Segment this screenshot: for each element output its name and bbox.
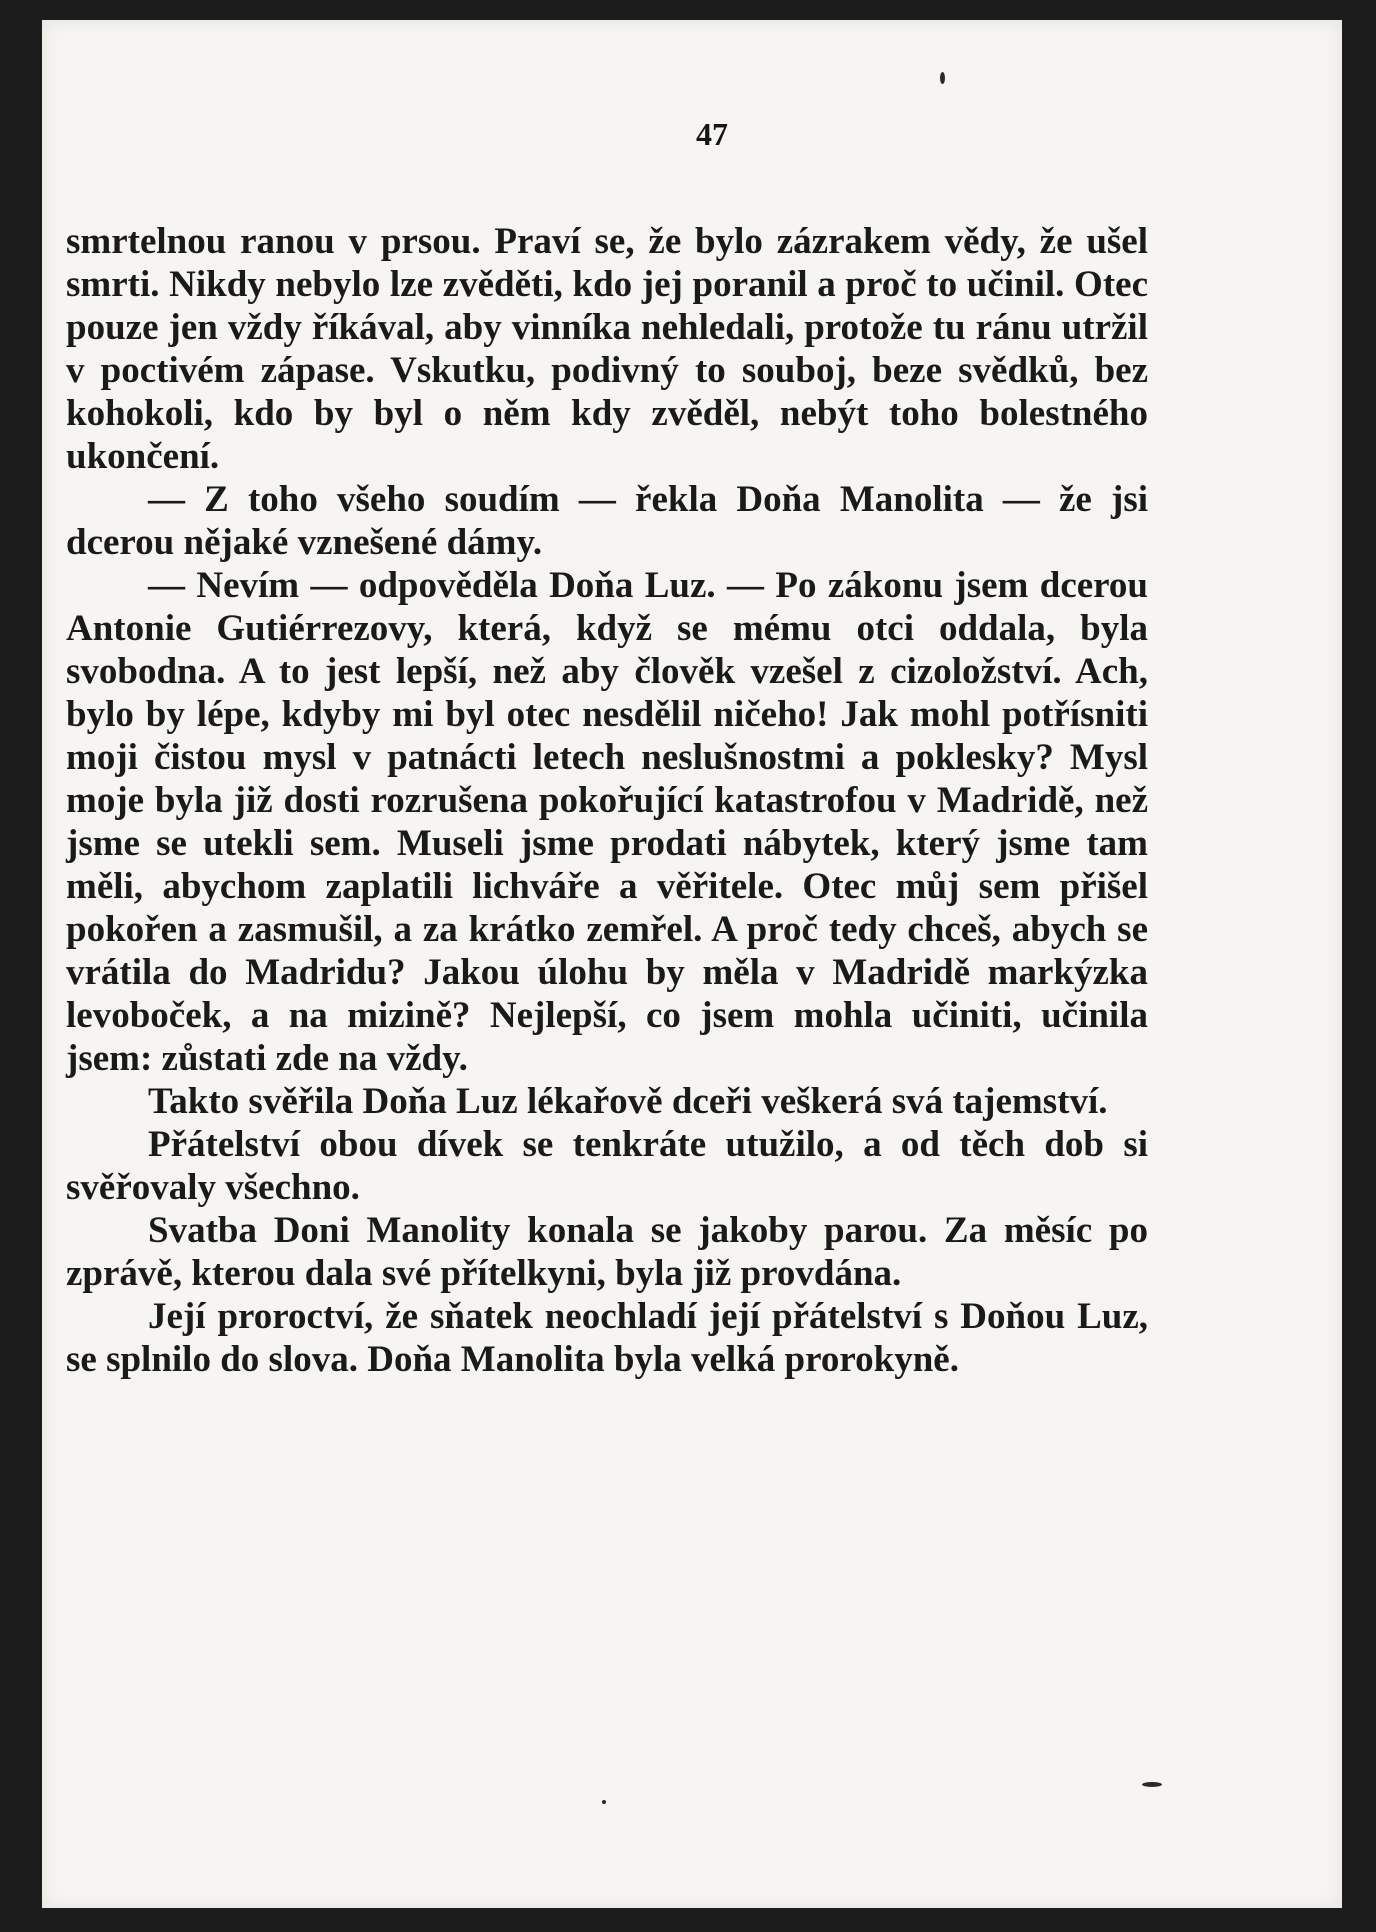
paragraph-5: Přátelství obou dívek se tenkráte utužilo, a od těch dob si svěřovaly všechno.: [66, 1124, 1148, 1208]
paragraph-6: Svatba Doni Manolity konala se jakoby parou. Za měsíc po zprávě, kterou dala své přítelkyni, byla již provdána.: [66, 1210, 1148, 1294]
scan-speck: [602, 1800, 606, 1804]
paragraph-4: Takto svěřila Doňa Luz lékařově dceři veškerá svá tajemství.: [148, 1081, 1108, 1122]
page-number: 47: [696, 116, 728, 152]
paragraph-7: Její proroctví, že sňatek neochladí její přátelství s Doňou Luz, se splnilo do slova. Doňa Manolita byla velká prorokyně.: [66, 1296, 1148, 1380]
scan-speck: [940, 72, 945, 84]
paragraph-2: — Z toho všeho soudím — řekla Doňa Manolita — že jsi dcerou nějaké vznešené dámy.: [66, 479, 1148, 563]
paragraph-1: smrtelnou ranou v prsou. Praví se, že bylo zázrakem vědy, že ušel smrti. Nikdy nebylo lze zvěděti, kdo jej poranil a proč to učinil. Otec pouze jen vždy říkával, aby vinníka nehledali, protože tu ránu utržil v poctivém zápase. Vskutku, podivný to souboj, beze svědků, bez kohokoli, kdo by byl o něm kdy zvěděl, nebýt toho bolestného ukončení.: [66, 221, 1148, 477]
paragraph-3: — Nevím — odpověděla Doňa Luz. — Po zákonu jsem dcerou Antonie Gutiérrezovy, která, když se mému otci oddala, byla svobodna. A to jest lepší, než aby člověk vzešel z cizoložství. Ach, bylo by lépe, kdyby mi byl otec nesdělil ničeho! Jak mohl potřísniti moji čistou mysl v patnácti letech neslušnostmi a poklesky? Mysl moje byla již dosti rozrušena pokořující katastrofou v Madridě, než jsme se utekli sem. Museli jsme prodati nábytek, který jsme tam měli, abychom zaplatili lichváře a věřitele. Otec můj sem přišel pokořen a zasmušil, a za krátko zemřel. A proč tedy chceš, abych se vrátila do Madridu? Jakou úlohu by měla v Madridě markýzka levoboček, a na mizině? Nejlepší, co jsem mohla učiniti, učinila jsem: zůstati zde na vždy.: [66, 565, 1148, 1079]
book-page: [42, 20, 1342, 1908]
body-text: [66, 220, 1148, 1381]
scan-speck: [1142, 1782, 1162, 1787]
